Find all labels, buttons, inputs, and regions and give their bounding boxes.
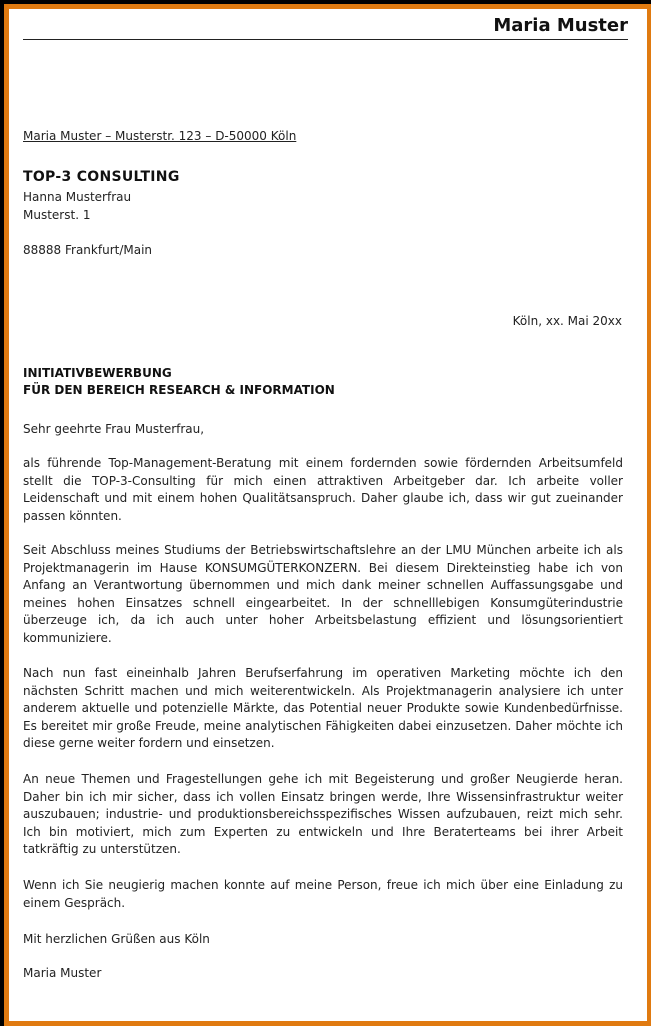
subject-line-1: INITIATIVBEWERBUNG [23,366,172,380]
subject-line-2: FÜR DEN BEREICH RESEARCH & INFORMATION [23,383,335,397]
closing: Mit herzlichen Grüßen aus Köln [23,932,210,946]
sender-address-line: Maria Muster – Musterstr. 123 – D-50000 Köln [23,129,297,143]
salutation: Sehr geehrte Frau Musterfrau, [23,422,205,436]
letter-subject [23,365,335,399]
paragraph-4: An neue Themen und Fragestellungen gehe ich mit Begeisterung und großer Neugierde heran. Daher bin ich mir sicher, dass ich vollen Einsatz bringen werde, Ihre Wissensinfrastruktur weiter auszubauen; industrie- und produktionsbereichsspezifisches Wissen aufzubauen, reizt mich sehr. Ich bin motiviert, mich zum Experten zu entwickeln und Ihre Beraterteams bei ihrer Arbeit tatkräftig zu unterstützen. [23,772,623,856]
paragraph-2: Seit Abschluss meines Studiums der Betriebswirtschaftslehre an der LMU München arbeite ich als Projektmanagerin im Hause KONSUMGÜTERKONZERN. Bei diesem Direkteinstieg habe ich von Anfang an Verantwortung übernommen und mich dank meiner schnellen Auffassungsgabe und meines hohen Einsatzes schnell eingearbeitet. In der schnelllebigen Konsumgüterindustrie überzeuge ich, da ich auch unter hoher Arbeitsbelastung effizient und lösungsorientiert kommuniziere. [23,543,623,645]
header-name: Maria Muster [493,15,628,36]
letter-date: Köln, xx. Mai 20xx [512,314,622,328]
recipient-person: Hanna Musterfrau [23,190,132,204]
paragraph-1: als führende Top-Management-Beratung mit einem fordernden sowie fördernden Arbeitsumfeld stellt die TOP-3-Consulting für mich einen attraktiven Arbeitgeber dar. Ich arbeite voller Leidenschaft und mit einem hohen Qualitätsanspruch. Daher glaube ich, dass wir gut zueinander passen könnten. [23,456,623,523]
recipient-street: Musterst. 1 [23,208,91,222]
paragraph-5: Wenn ich Sie neugierig machen konnte auf meine Person, freue ich mich über eine Einladung zu einem Gespräch. [23,878,623,910]
paragraph-3: Nach nun fast eineinhalb Jahren Berufserfahrung im operativen Marketing möchte ich den nächsten Schritt machen und mich weiterentwickeln. Als Projektmanagerin analysiere ich unter anderem aktuelle und potenzielle Märkte, das Potential neuer Produkte sowie Kundenbedürfnisse. Es bereitet mir große Freude, meine analytischen Fähigkeiten dabei einzusetzen. Daher möchte ich diese gerne weiter fordern und einsetzen. [23,666,623,750]
recipient-company: TOP-3 CONSULTING [23,169,180,185]
signature: Maria Muster [23,966,102,980]
letter-page [9,9,642,1015]
header-divider [23,39,628,40]
recipient-city: 88888 Frankfurt/Main [23,243,153,257]
